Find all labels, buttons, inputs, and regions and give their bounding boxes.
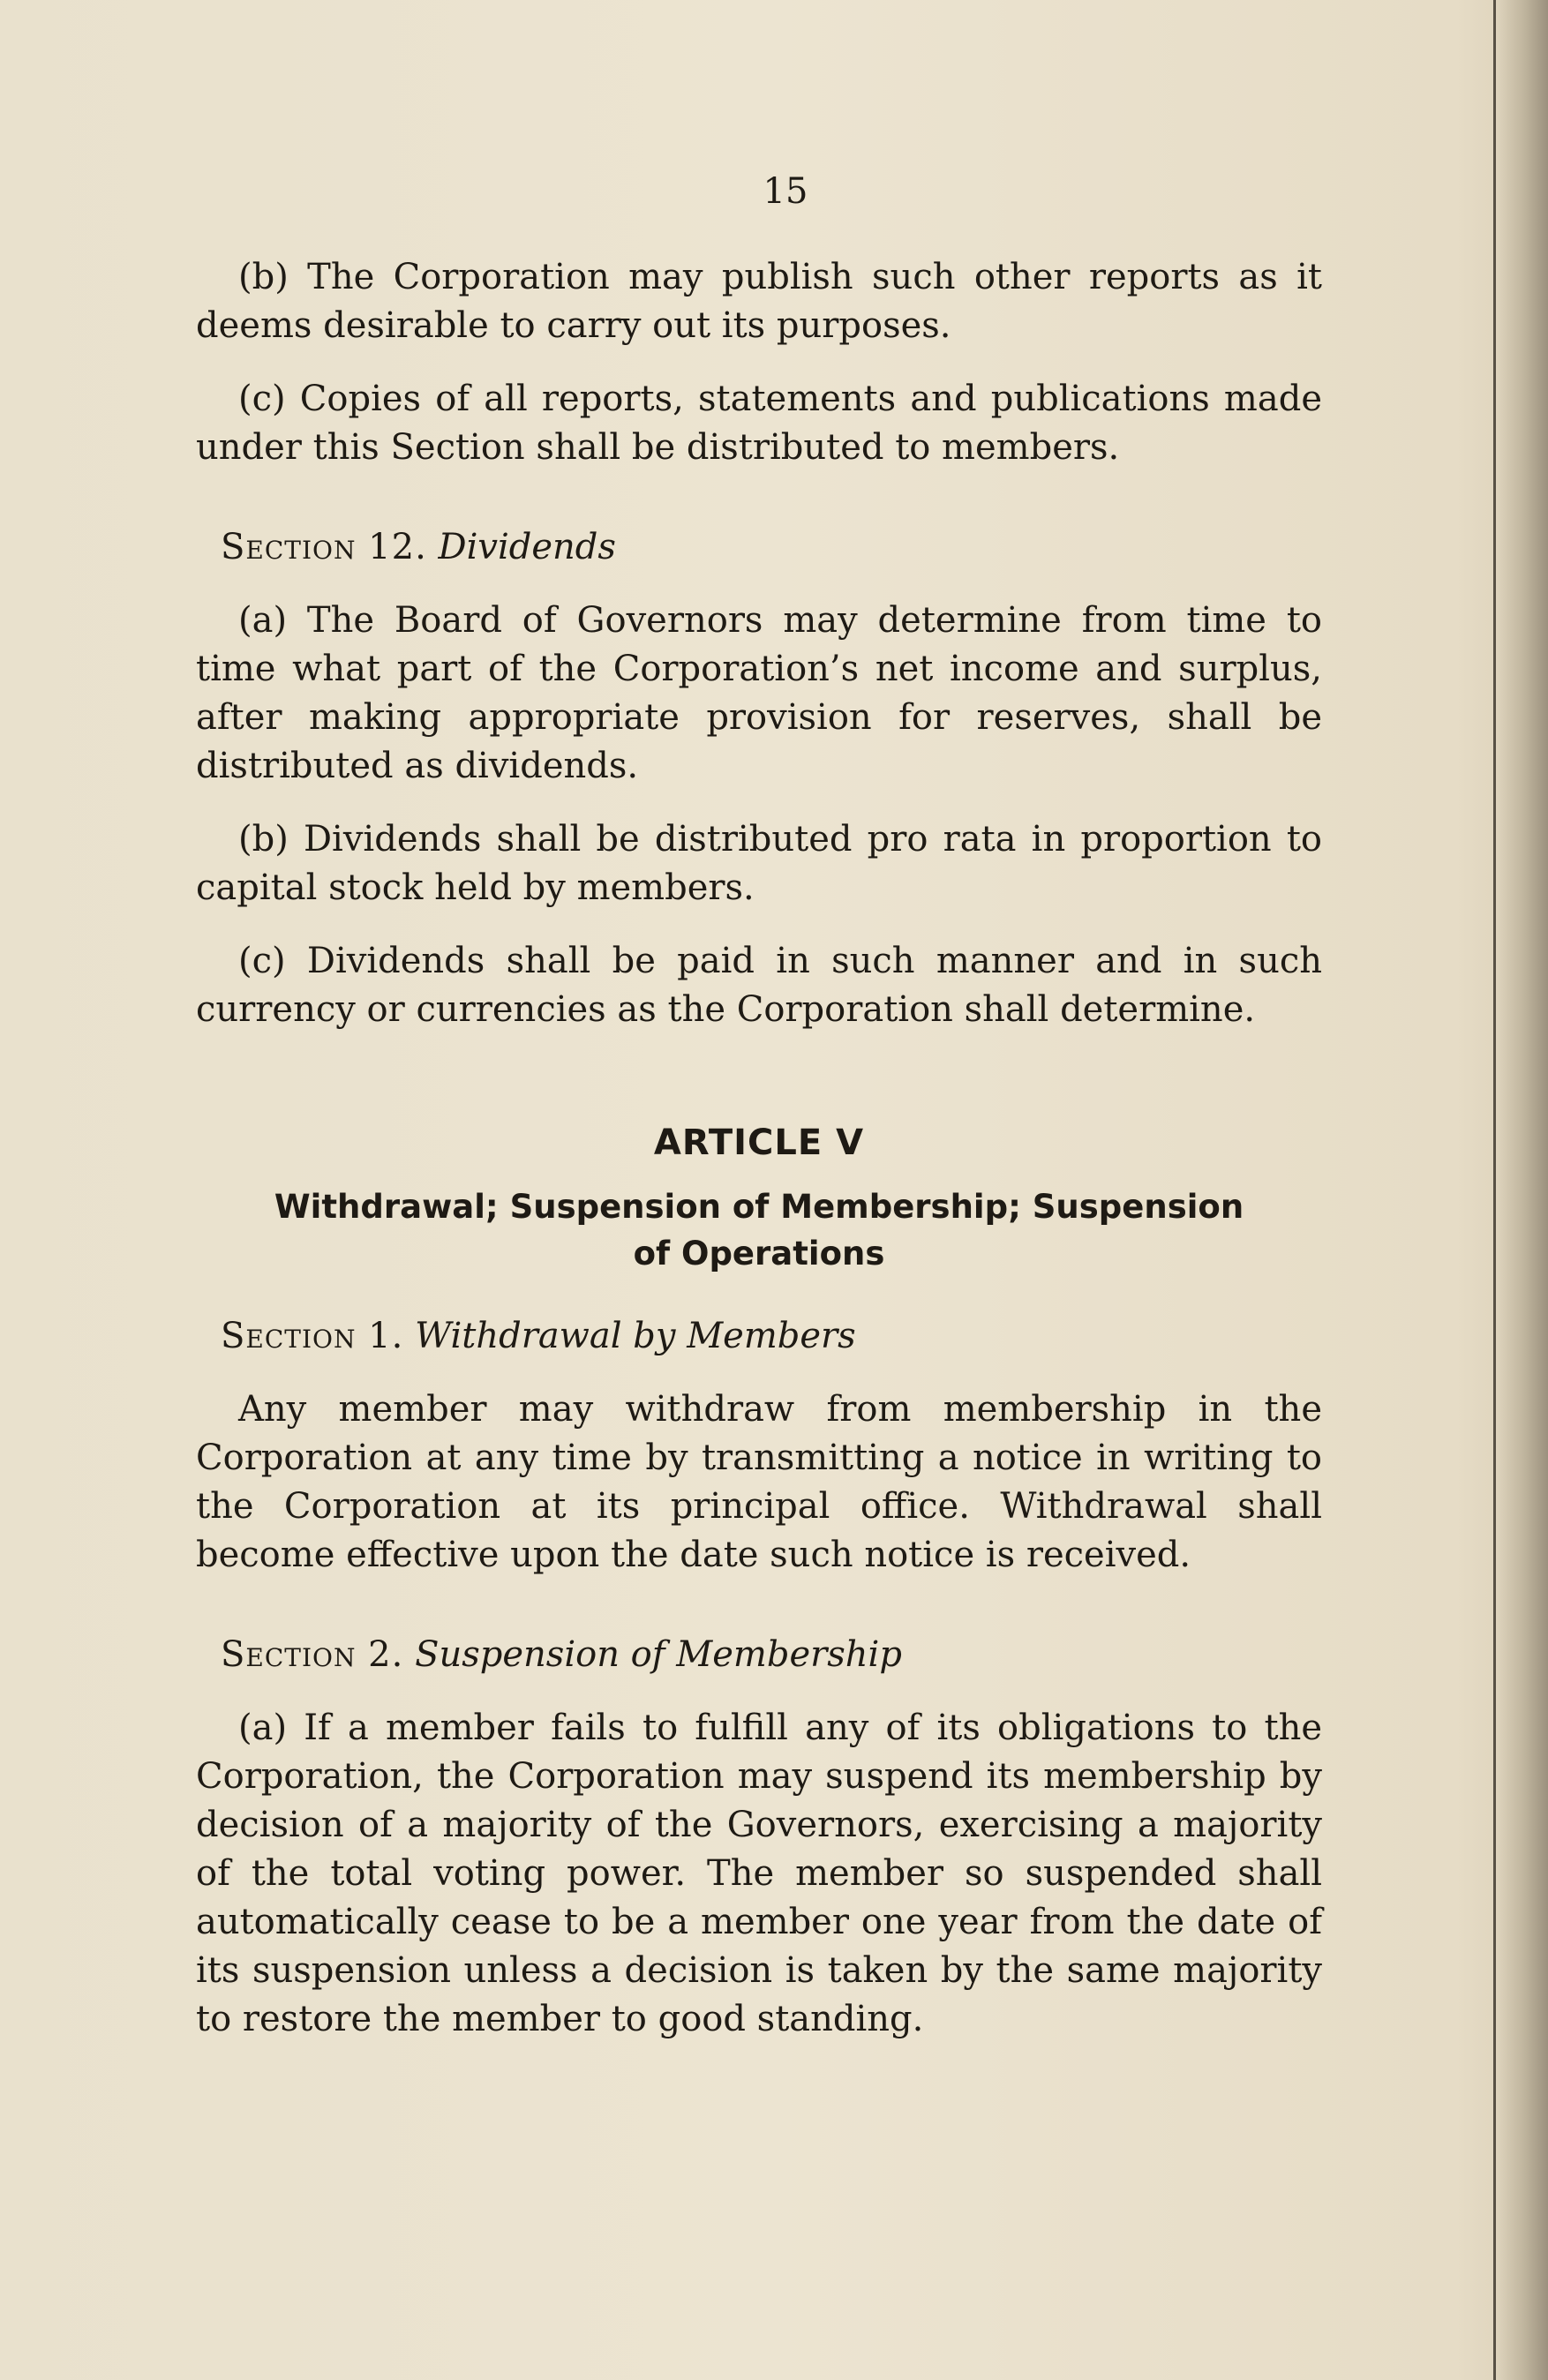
paragraph-withdrawal: Any member may withdraw from membership in the Corporation at any time by transmitting a notice in writing to the Corporation at its principal office. Withdrawal shall become effective upon the date such notice is received.	[196, 1389, 1322, 1575]
section-2-title: Suspension of Membership	[415, 1634, 902, 1675]
page-edge-shadow	[1495, 0, 1548, 2380]
article-heading: ARTICLE V	[653, 1122, 865, 1163]
paragraph-copies-reports: (c) Copies of all reports, statements and publications made under this Section shall be distributed to members.	[196, 379, 1322, 468]
section-12-title: Dividends	[438, 527, 616, 567]
section-1-label: Section 1.	[221, 1316, 404, 1356]
section-2-heading	[221, 1631, 1322, 1679]
paragraph-dividends-c: (c) Dividends shall be paid in such manner and in such currency or currencies as the Corporation shall determine.	[196, 941, 1322, 1030]
page-number: 15	[763, 171, 808, 212]
paragraph-dividends-b: (b) Dividends shall be distributed pro rata in proportion to capital stock held by members.	[196, 819, 1322, 908]
section-12-label: Section 12.	[221, 527, 427, 567]
paragraph-publish-reports: (b) The Corporation may publish such other reports as it deems desirable to carry out its purposes.	[196, 257, 1322, 346]
paragraph-dividends-a: (a) The Board of Governors may determine from time to time what part of the Corporation’s net income and surplus, after making appropriate provision for reserves, shall be distributed as dividends.	[196, 600, 1322, 786]
section-2-label: Section 2.	[221, 1634, 404, 1675]
article-subtitle: Withdrawal; Suspension of Membership; Suspension of Operations	[274, 1188, 1244, 1273]
section-1-title: Withdrawal by Members	[415, 1316, 856, 1356]
section-12-heading	[221, 523, 1322, 572]
page-text	[196, 168, 1322, 2068]
section-1-heading	[221, 1312, 1322, 1361]
page-edge-line	[1493, 0, 1496, 2380]
paragraph-suspension-a: (a) If a member fails to fulfill any of its obligations to the Corporation, the Corporation may suspend its membership by decision of a majority of the Governors, exercising a majority of the total voting power. The member so suspended shall automatically cease to be a member one year from the date of its suspension unless a decision is taken by the same majority to restore the member to good standing.	[196, 1708, 1322, 2039]
